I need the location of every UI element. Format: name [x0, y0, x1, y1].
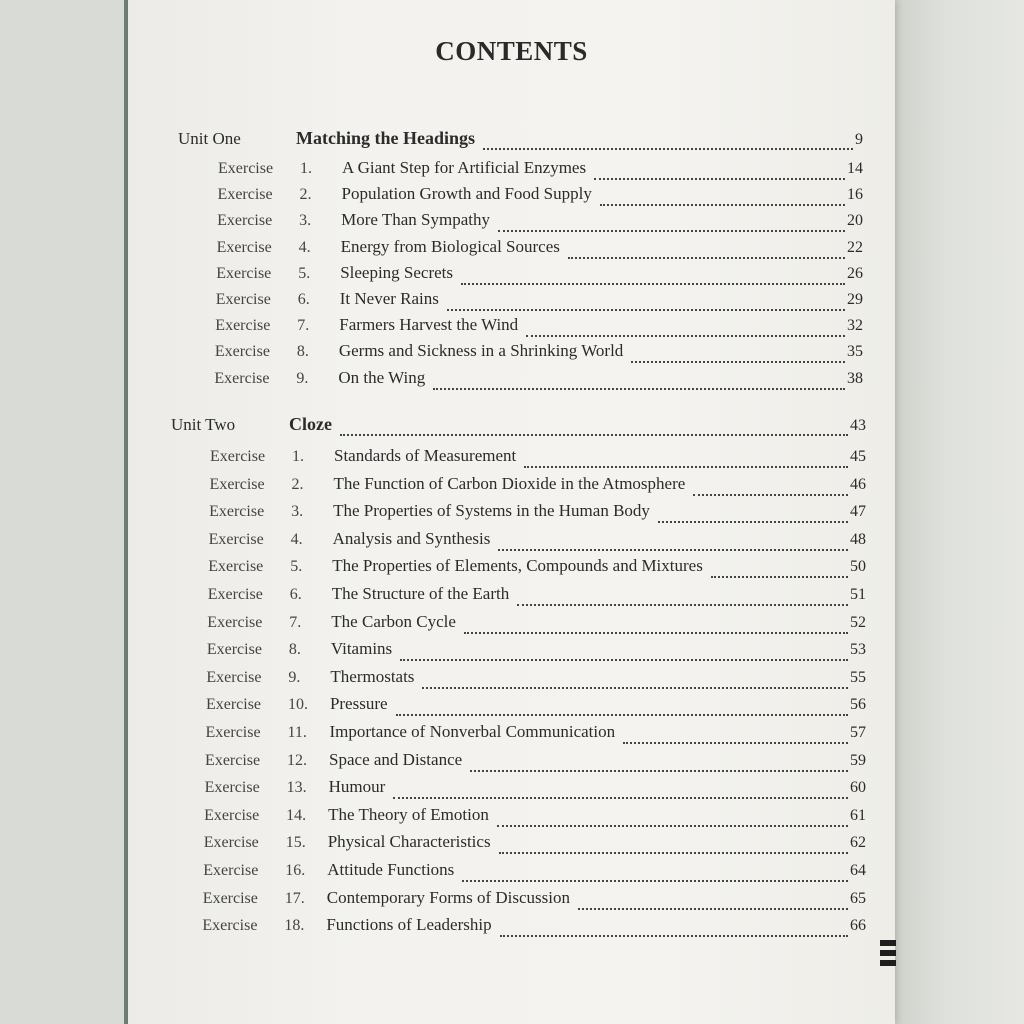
dot-leader: [600, 204, 845, 206]
background-surface: [895, 0, 1024, 1024]
dot-leader: [470, 770, 848, 772]
page-number: 20: [846, 212, 863, 230]
page-number: 9: [855, 131, 863, 148]
exercise-number: 18.: [284, 917, 305, 935]
dot-leader: [447, 309, 845, 311]
dot-leader: [568, 257, 845, 259]
exercise-title: The Properties of Systems in the Human Body: [333, 501, 650, 521]
exercise-label: Exercise: [204, 779, 260, 797]
toc-entry[interactable]: [208, 584, 866, 610]
toc-entry[interactable]: [203, 860, 866, 886]
exercise-title: The Theory of Emotion: [328, 804, 489, 824]
dot-leader: [340, 434, 848, 436]
page-number: 48: [849, 530, 866, 548]
exercise-label: Exercise: [203, 862, 259, 879]
dot-leader: [396, 714, 848, 716]
page-number: 59: [849, 751, 866, 769]
page-number: 57: [850, 724, 866, 741]
page-number: 66: [849, 917, 866, 935]
unit-heading-row[interactable]: [171, 414, 866, 440]
exercise-number: 4.: [290, 530, 303, 548]
page-number: 53: [849, 641, 866, 659]
page-number: 47: [849, 503, 866, 521]
exercise-number: 3.: [291, 503, 304, 521]
dot-leader: [631, 361, 845, 363]
exercise-label: Exercise: [208, 558, 264, 576]
dot-leader: [526, 335, 845, 337]
exercise-title: A Giant Step for Artificial Enzymes: [342, 158, 587, 177]
exercise-label: Exercise: [208, 530, 264, 548]
exercise-title: Space and Distance: [329, 749, 463, 769]
toc-entry[interactable]: [215, 341, 863, 367]
exercise-number: 7.: [289, 613, 302, 631]
page-number: 65: [849, 889, 866, 907]
unit-label: Unit Two: [171, 415, 236, 434]
exercise-number: 8.: [288, 641, 301, 659]
toc-entry[interactable]: [204, 832, 866, 858]
exercise-title: Vitamins: [330, 639, 393, 659]
dot-leader: [524, 466, 848, 468]
exercise-title: Farmers Harvest the Wind: [339, 315, 519, 335]
exercise-title: Contemporary Forms of Discussion: [326, 887, 570, 907]
toc-entry[interactable]: [208, 556, 866, 582]
page-edge-tab-marks: [880, 940, 896, 970]
page-number: 64: [850, 862, 866, 879]
dot-leader: [462, 880, 848, 882]
exercise-title: It Never Rains: [339, 289, 439, 308]
dot-leader: [400, 659, 848, 661]
page-number: 32: [846, 317, 863, 335]
dot-leader: [623, 742, 848, 744]
toc-entry[interactable]: [218, 158, 863, 184]
exercise-number: 10.: [287, 696, 308, 714]
exercise-number: 11.: [287, 724, 307, 741]
dot-leader: [464, 632, 848, 634]
page-number: 46: [849, 475, 866, 493]
exercise-label: Exercise: [217, 212, 273, 230]
toc-entry[interactable]: [205, 777, 866, 803]
exercise-label: Exercise: [218, 160, 274, 177]
page-title: CONTENTS: [435, 36, 588, 66]
exercise-title: The Function of Carbon Dioxide in the Atmosphere: [333, 473, 686, 493]
page-number: 50: [849, 558, 866, 576]
exercise-label: Exercise: [206, 641, 262, 659]
toc-entry[interactable]: [204, 805, 866, 831]
exercise-title: Attitude Functions: [327, 860, 455, 879]
toc-entry[interactable]: [216, 263, 863, 289]
page-number: 60: [849, 779, 866, 797]
toc-entry[interactable]: [207, 612, 866, 638]
toc-entry[interactable]: [207, 639, 866, 665]
page-number: 22: [846, 238, 863, 256]
exercise-title: Functions of Leadership: [326, 915, 492, 935]
exercise-title: Physical Characteristics: [327, 832, 491, 852]
toc-entry[interactable]: [206, 722, 867, 748]
page-number: 62: [849, 834, 866, 852]
dot-leader: [658, 521, 848, 523]
dot-leader: [497, 825, 848, 827]
exercise-title: Sleeping Secrets: [340, 262, 454, 282]
page-number: 14: [847, 160, 863, 177]
exercise-label: Exercise: [205, 724, 261, 741]
unit-label: Unit One: [178, 129, 241, 148]
dot-leader: [461, 283, 845, 285]
page-number: 61: [849, 806, 866, 824]
exercise-label: Exercise: [202, 917, 258, 935]
dot-leader: [517, 604, 848, 606]
exercise-title: More Than Sympathy: [341, 210, 490, 230]
toc-entry[interactable]: [202, 915, 866, 941]
dot-leader: [433, 388, 845, 390]
exercise-label: Exercise: [217, 186, 273, 204]
dot-leader: [498, 549, 848, 551]
exercise-number: 9.: [288, 668, 301, 686]
exercise-number: 2.: [291, 475, 304, 493]
toc-entry[interactable]: [215, 315, 863, 341]
toc-entry[interactable]: [217, 237, 863, 263]
dot-leader: [393, 797, 848, 799]
exercise-number: 5.: [290, 558, 303, 576]
exercise-label: Exercise: [209, 475, 265, 493]
exercise-title: Standards of Measurement: [334, 446, 517, 465]
dot-leader: [594, 178, 845, 180]
toc-entry[interactable]: [218, 184, 863, 210]
page-number: 16: [846, 186, 863, 204]
toc-entry[interactable]: [214, 368, 863, 394]
dot-leader: [499, 852, 848, 854]
toc-entry[interactable]: [206, 667, 866, 693]
exercise-number: 1.: [292, 448, 304, 465]
unit-title: Cloze: [289, 414, 332, 434]
exercise-number: 14.: [286, 806, 307, 824]
toc-entry[interactable]: [209, 529, 866, 555]
dot-leader: [693, 494, 848, 496]
exercise-label: Exercise: [214, 343, 270, 361]
exercise-title: Energy from Biological Sources: [340, 236, 560, 256]
toc-entry[interactable]: [205, 750, 866, 776]
exercise-label: Exercise: [207, 586, 263, 603]
page-number: 51: [850, 586, 866, 603]
toc-entry[interactable]: [217, 210, 863, 236]
dot-leader: [498, 230, 845, 232]
dot-leader: [500, 935, 848, 937]
toc-entry[interactable]: [210, 474, 866, 500]
exercise-label: Exercise: [210, 448, 266, 465]
exercise-title: Germs and Sickness in a Shrinking World: [338, 341, 624, 361]
exercise-label: Exercise: [209, 503, 265, 521]
exercise-number: 4.: [298, 238, 311, 256]
book-page: [128, 0, 895, 1024]
exercise-title: Analysis and Synthesis: [332, 528, 491, 548]
exercise-number: 13.: [286, 779, 307, 797]
dot-leader: [422, 687, 848, 689]
toc-entry[interactable]: [206, 694, 866, 720]
toc-entry[interactable]: [209, 501, 866, 527]
exercise-number: 6.: [297, 291, 310, 308]
page-number: 56: [849, 696, 866, 714]
exercise-label: Exercise: [205, 696, 262, 714]
page-number: 29: [847, 291, 863, 308]
page-number: 45: [850, 448, 866, 465]
page-number: 35: [846, 343, 863, 361]
exercise-number: 6.: [289, 586, 302, 603]
toc-entry[interactable]: [216, 289, 863, 315]
exercise-number: 17.: [284, 889, 305, 907]
exercise-number: 15.: [285, 834, 306, 852]
exercise-label: Exercise: [215, 291, 271, 308]
dot-leader: [483, 148, 853, 150]
unit-title: Matching the Headings: [296, 128, 476, 148]
toc-entry[interactable]: [203, 888, 866, 914]
exercise-label: Exercise: [203, 834, 259, 852]
page-number: 26: [846, 264, 863, 282]
exercise-label: Exercise: [202, 889, 258, 907]
exercise-title: On the Wing: [338, 367, 426, 387]
exercise-title: Importance of Nonverbal Communication: [329, 722, 616, 741]
exercise-label: Exercise: [215, 317, 271, 335]
exercise-number: 12.: [287, 751, 308, 769]
exercise-label: Exercise: [214, 369, 270, 387]
exercise-number: 7.: [297, 317, 310, 335]
exercise-number: 9.: [296, 369, 309, 387]
exercise-label: Exercise: [204, 806, 260, 824]
exercise-label: Exercise: [205, 751, 261, 769]
exercise-number: 8.: [296, 343, 309, 361]
exercise-title: The Carbon Cycle: [331, 611, 456, 631]
exercise-number: 16.: [285, 862, 306, 879]
exercise-label: Exercise: [207, 613, 263, 631]
exercise-number: 5.: [298, 264, 311, 282]
exercise-title: The Properties of Elements, Compounds and Mixtures: [332, 556, 703, 576]
dot-leader: [578, 908, 848, 910]
dot-leader: [711, 576, 848, 578]
exercise-label: Exercise: [216, 238, 272, 256]
exercise-title: Humour: [328, 777, 386, 797]
page-number: 38: [846, 369, 863, 387]
exercise-title: The Structure of the Earth: [331, 584, 510, 603]
unit-heading-row[interactable]: [178, 128, 863, 154]
page-number: 52: [849, 613, 866, 631]
exercise-title: Pressure: [329, 694, 388, 714]
exercise-number: 3.: [299, 212, 312, 230]
toc-entry[interactable]: [210, 446, 866, 472]
exercise-number: 1.: [300, 160, 312, 177]
exercise-title: Population Growth and Food Supply: [341, 184, 592, 204]
exercise-title: Thermostats: [330, 666, 415, 686]
exercise-number: 2.: [299, 186, 312, 204]
page-number: 55: [849, 668, 866, 686]
exercise-label: Exercise: [216, 264, 272, 282]
exercise-label: Exercise: [206, 668, 262, 686]
page-number: 43: [850, 417, 866, 434]
